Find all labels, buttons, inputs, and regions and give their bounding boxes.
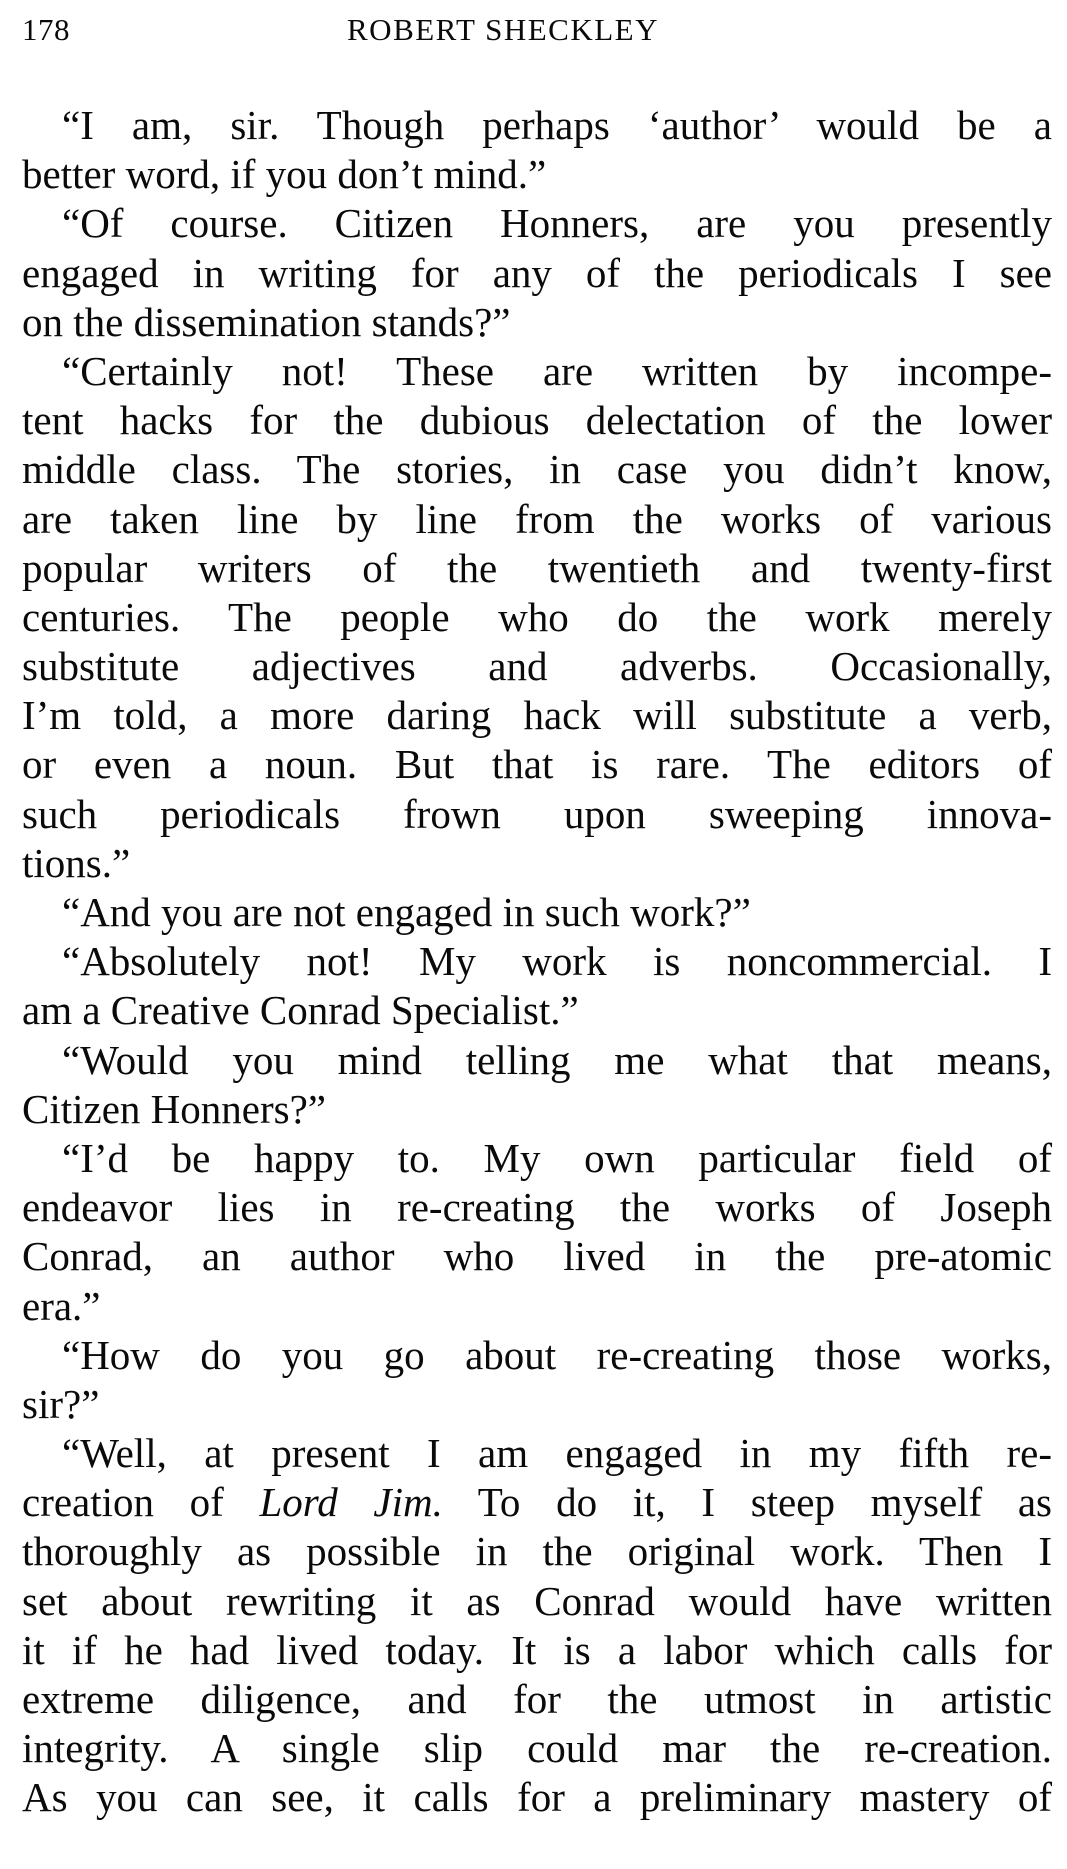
running-head — [22, 0, 1052, 60]
text-line: endeavor lies in re-creating the works of Joseph — [22, 1184, 1052, 1231]
text-line: “How do you go about re-creating those works, — [62, 1331, 1052, 1378]
text-line: popular writers of the twentieth and twenty-first — [22, 544, 1052, 591]
text-line: such periodicals frown upon sweeping innova- — [22, 790, 1052, 837]
text-line: substitute adjectives and adverbs. Occasionally, — [22, 643, 1052, 690]
body-text — [22, 101, 1052, 1823]
text-line: “And you are not engaged in such work?” — [62, 889, 751, 935]
text-line-after: To do it, I steep myself as — [442, 1479, 1052, 1526]
text-line: tions.” — [22, 839, 131, 886]
text-line: engaged in writing for any of the periodicals I see — [22, 249, 1052, 296]
text-line: set about rewriting it as Conrad would have written — [22, 1577, 1052, 1624]
text-line: era.” — [22, 1282, 101, 1329]
text-line: are taken line by line from the works of various — [22, 495, 1052, 542]
running-title: ROBERT SHECKLEY — [347, 12, 660, 47]
text-line: middle class. The stories, in case you didn’t know, — [22, 446, 1052, 493]
text-line: it if he had lived today. It is a labor which calls for — [22, 1626, 1052, 1673]
text-line: I’m told, a more daring hack will substitute a verb, — [22, 692, 1052, 739]
text-line: on the dissemination stands?” — [22, 298, 511, 345]
text-line: sir?” — [22, 1380, 100, 1427]
text-line: “Of course. Citizen Honners, are you presently — [62, 200, 1052, 247]
text-line: extreme diligence, and for the utmost in artistic — [22, 1676, 1052, 1722]
text-line: “Certainly not! These are written by incompe- — [62, 347, 1052, 394]
text-line: “Absolutely not! My work is noncommercial. I — [62, 938, 1052, 985]
text-line: tent hacks for the dubious delectation of the lower — [22, 397, 1052, 444]
text-line: “I am, sir. Though perhaps ‘author’ would be a — [62, 102, 1052, 148]
text-line: thoroughly as possible in the original work. Then I — [22, 1528, 1052, 1575]
text-line: “I’d be happy to. My own particular field of — [62, 1134, 1052, 1181]
text-line: “Well, at present I am engaged in my fifth re- — [62, 1430, 1052, 1477]
text-line: “Would you mind telling me what that means, — [62, 1036, 1052, 1083]
text-line: Citizen Honners?” — [22, 1085, 326, 1132]
text-line — [22, 1478, 1052, 1527]
book-title-italic: Lord Jim. — [259, 1479, 443, 1526]
text-line: better word, if you don’t mind.” — [22, 151, 547, 198]
text-line: integrity. A single slip could mar the re-creation. — [22, 1725, 1052, 1772]
book-page — [22, 0, 1052, 1821]
text-line: or even a noun. But that is rare. The editors of — [22, 741, 1052, 788]
text-line: am a Creative Conrad Specialist.” — [22, 987, 579, 1034]
text-line: centuries. The people who do the work merely — [22, 593, 1052, 640]
text-line-before: creation of — [22, 1479, 260, 1526]
text-line: Conrad, an author who lived in the pre-atomic — [22, 1233, 1052, 1280]
page-number: 178 — [22, 12, 70, 47]
text-line: As you can see, it calls for a preliminary mastery of — [22, 1774, 1052, 1821]
